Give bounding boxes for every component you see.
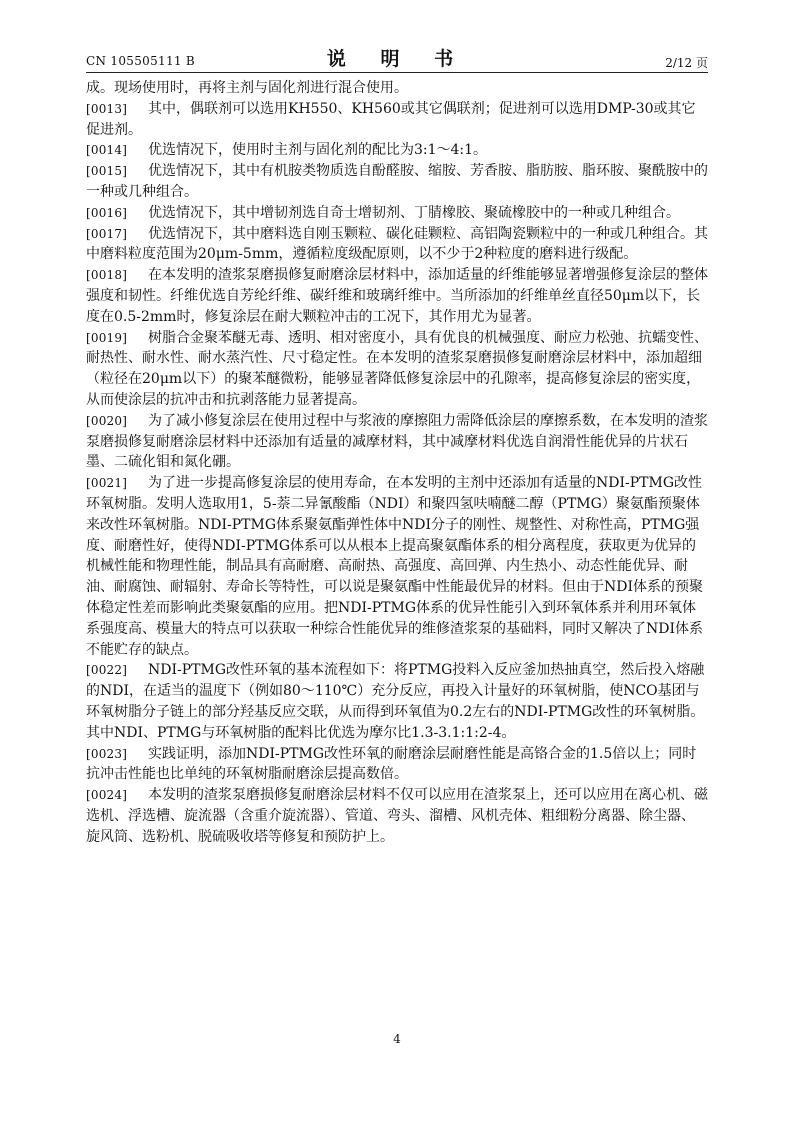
paragraph-text: 优选情况下，其中增韧剂选自奇士增韧剂、丁腈橡胶、聚硫橡胶中的一种或几种组合。 bbox=[148, 204, 680, 221]
page-indicator: 2/12 页 bbox=[665, 56, 708, 70]
paragraph-text: 优选情况下，其中磨料选自刚玉颗粒、碳化硅颗粒、高铝陶瓷颗粒中的一种或几种组合。其中磨料粒度范围为20μm-5mm，遵循粒度级配原则，以不少于2种粒度的磨料进行级配。 bbox=[86, 225, 708, 263]
paragraph-number: [0020] bbox=[86, 413, 128, 428]
paragraph-number: [0023] bbox=[86, 746, 128, 761]
paragraph-text: 树脂合金聚苯醚无毒、透明、相对密度小，具有优良的机械强度、耐应力松弛、抗蠕变性、耐热性、耐水性、耐水蒸汽性、尺寸稳定性。在本发明的渣浆泵磨损修复耐磨涂层材料中，添加超细（粒径在20μm以下）的聚苯醚微粉，能够显著降低修复涂层中的孔隙率，提高修复涂层的密实度，从而使涂层的抗冲击和抗剥落能力显著提高。 bbox=[86, 329, 708, 408]
paragraph bbox=[86, 265, 708, 327]
paragraph bbox=[86, 473, 708, 660]
paragraph-text: 为了进一步提高修复涂层的使用寿命，在本发明的主剂中还添加有适量的NDI-PTMG改性环氧树脂。发明人选取用1，5-萘二异氰酸酯（NDI）和聚四氢呋喃醚二醇（PTMG）聚氨酯预聚体来改性环氧树脂。NDI-PTMG体系聚氨酯弹性体中NDI分子的刚性、规整性、对称性高，PTMG强度、耐磨性好，使得NDI-PTMG体系可以从根本上提高聚氨酯体系的相分离程度，获取更为优异的机械性能和物理性能，制品具有高耐磨、高耐热、高强度、高回弹、内生热小、动态性能优异、耐油、耐腐蚀、耐辐射、寿命长等特性，可以说是聚氨酯中性能最优异的材料。但由于NDI体系的预聚体稳定性差而影响此类聚氨酯的应用。把NDI-PTMG体系的优异性能引入到环氧体系并利用环氧体系强度高、模量大的特点可以获取一种综合性能优异的维修渣浆泵的基础料，同时又解决了NDI体系不能贮存的缺点。 bbox=[86, 475, 704, 658]
page-header bbox=[86, 44, 708, 73]
paragraph-text: 其中，偶联剂可以选用KH550、KH560或其它偶联剂；促进剂可以选用DMP-30或其它促进剂。 bbox=[86, 100, 696, 138]
paragraph bbox=[86, 203, 708, 224]
paragraph bbox=[86, 140, 708, 161]
paragraph-text: 在本发明的渣浆泵磨损修复耐磨涂层材料中，添加适量的纤维能够显著增强修复涂层的整体强度和韧性。纤维优选自芳纶纤维、碳纤维和玻璃纤维中。当所添加的纤维单丝直径50μm以下，长度在0.5-2mm时，修复涂层在耐大颗粒冲击的工况下，其作用尤为显著。 bbox=[86, 267, 708, 325]
paragraph-number: [0021] bbox=[86, 476, 128, 491]
paragraph-number: [0015] bbox=[86, 164, 128, 179]
document-title: 说 明 书 bbox=[326, 48, 468, 70]
paragraph-text: 为了减小修复涂层在使用过程中与浆液的摩擦阻力需降低涂层的摩擦系数，在本发明的渣浆泵磨损修复耐磨涂层材料中还添加有适量的减摩材料，其中减摩材料优选自润滑性能优异的片状石墨、二硫化钼和氮化硼。 bbox=[86, 412, 708, 471]
paragraph-text: NDI-PTMG改性环氧的基本流程如下：将PTMG投料入反应釜加热抽真空，然后投入熔融的NDI，在适当的温度下（例如80～110℃）充分反应，再投入计量好的环氧树脂，使NCO基团与环氧树脂分子链上的部分羟基反应交联，从而得到环氧值为0.2左右的NDI-PTMG改性的环氧树脂。其中NDI、PTMG与环氧树脂的配料比优选为摩尔比1.3-3.1:1:2-4。 bbox=[86, 662, 705, 741]
paragraph bbox=[86, 161, 708, 203]
paragraph bbox=[86, 328, 708, 411]
paragraph-number: [0022] bbox=[86, 663, 128, 678]
paragraph-number: [0016] bbox=[86, 205, 128, 220]
paragraph-text: 实践证明，添加NDI-PTMG改性环氧的耐磨涂层耐磨性能是高铬合金的1.5倍以上；同时抗冲击性能也比单纯的环氧树脂耐磨涂层提高数倍。 bbox=[86, 745, 697, 783]
paragraph-text: 优选情况下，使用时主剂与固化剂的配比为3:1～4:1。 bbox=[148, 142, 488, 159]
paragraph-list bbox=[86, 99, 708, 848]
paragraph-number: [0018] bbox=[86, 268, 128, 283]
paragraph-number: [0024] bbox=[86, 788, 128, 803]
paragraph-text: 优选情况下，其中有机胺类物质选自酚醛胺、缩胺、芳香胺、脂肪胺、脂环胺、聚酰胺中的一种或几种组合。 bbox=[86, 163, 708, 200]
paragraph-number: [0014] bbox=[86, 143, 128, 158]
document-body bbox=[86, 78, 708, 847]
paragraph bbox=[86, 785, 708, 847]
paragraph-number: [0013] bbox=[86, 101, 128, 116]
paragraph-number: [0019] bbox=[86, 330, 128, 345]
paragraph-text: 本发明的渣浆泵磨损修复耐磨涂层材料不仅可以应用在渣浆泵上，还可以应用在离心机、磁选机、浮选槽、旋流器（含重介旋流器）、管道、弯头、溜槽、风机壳体、粗细粉分离器、除尘器、旋风筒、选粉机、脱硫吸收塔等修复和预防护上。 bbox=[86, 787, 708, 845]
continuation-text: 成。现场使用时，再将主剂与固化剂进行混合使用。 bbox=[86, 80, 408, 96]
paragraph bbox=[86, 660, 708, 743]
page-number: 4 bbox=[393, 1032, 401, 1046]
paragraph bbox=[86, 99, 708, 141]
paragraph bbox=[86, 224, 708, 266]
paragraph bbox=[86, 411, 708, 473]
paragraph-number: [0017] bbox=[86, 226, 128, 241]
paragraph bbox=[86, 744, 708, 786]
patent-number: CN 105505111 B bbox=[86, 54, 196, 68]
